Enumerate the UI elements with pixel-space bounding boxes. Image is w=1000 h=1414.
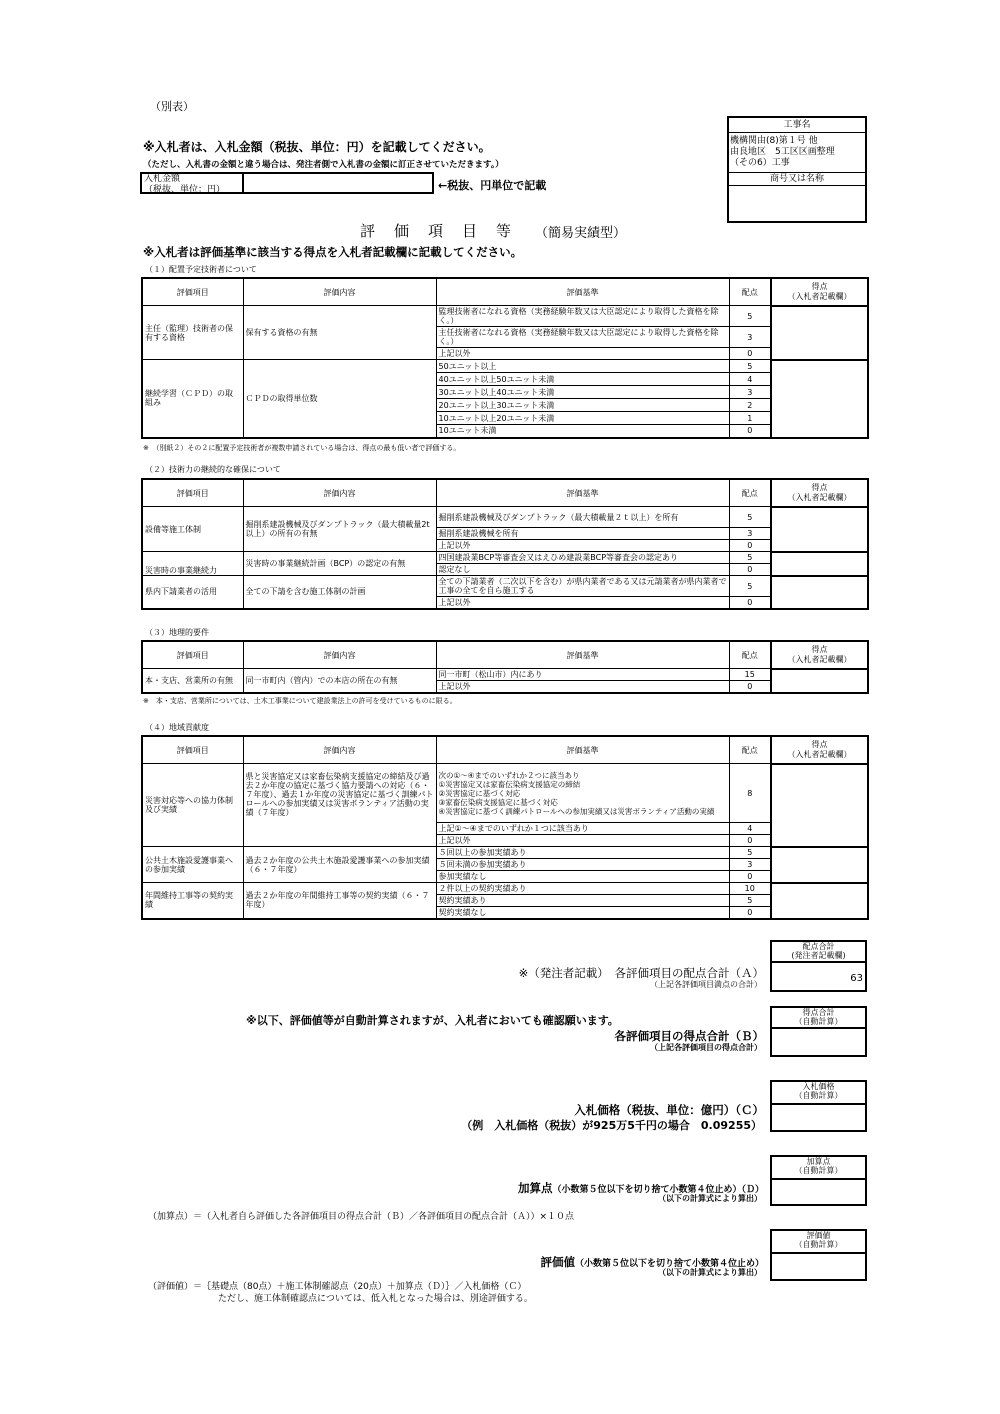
bid-amount-label-2: （税抜、単位：円） [144,185,226,195]
s2-content2: 災害時の事業継続計画（BCP）の認定の有無 [243,552,436,576]
s4-criteria-3-2: 契約実績あり [436,895,729,907]
s4-item3: 年間維持工事等の契約実績 [142,883,243,919]
s4-points-2-2: 3 [729,859,771,871]
s2-criteria-1-1: 掘削系建設機械及びダンプトラック（最大積載量２ｔ以上）を所有 [436,507,729,528]
s4-criteria-1-2: 上記①～④までのいずれか１つに該当あり [436,823,729,835]
eval-formula-1: （評価値）＝｛基礎点（80点）＋施工体制確認点（20点）＋加算点（Ｄ）｝／入札価格（Ｃ） [148,1282,527,1292]
s2-points-2-2: 0 [729,564,771,576]
bid-amount-arrow-note: ←税抜、円単位で記載 [438,179,547,192]
s4-points-3-1: 10 [729,883,771,895]
col-points: 配点 [729,736,771,764]
col-points: 配点 [729,278,771,306]
col-score: 得点 （入札者記載欄） [771,479,868,507]
s1-score2-input[interactable] [771,360,868,438]
col-criteria: 評価基準 [436,641,729,669]
s4-points-3-3: 0 [729,907,771,919]
s1-points-2-4: 2 [729,399,771,412]
col-content: 評価内容 [243,479,436,507]
s1-points-2-1: 5 [729,360,771,373]
total-a-value: 63 [770,961,867,992]
col-item: 評価項目 [142,736,243,764]
s3-points-1-1: 15 [729,669,771,681]
section4-title: （４）地域貢献度 [145,723,209,732]
s2-criteria-3-2: 上記以外 [436,597,729,609]
s1-points-2-3: 3 [729,386,771,399]
auto-calc-notice: ※以下、評価値等が自動計算されますが、入札者においても確認願います。 [246,1014,619,1027]
col-criteria: 評価基準 [436,479,729,507]
s4-item1: 災害対応等への協力体制及び実績 [142,764,243,847]
col-item: 評価項目 [142,479,243,507]
work-name-line-2: 由良地区 5工区区画整理 [730,147,835,157]
s1-criteria-2-3: 30ユニット以上40ユニット未満 [436,386,729,399]
section1-title: （１）配置予定技術者について [145,265,257,274]
col-content: 評価内容 [243,641,436,669]
bonus-formula: （加算点）＝（入札者自ら評価した各評価項目の得点合計（Ｂ）／各評価項目の配点合計（Ａ））×１０点 [148,1212,575,1222]
col-item: 評価項目 [142,641,243,669]
s4-points-2-1: 5 [729,847,771,859]
col-score: 得点 （入札者記載欄） [771,641,868,669]
s2-points-3-2: 0 [729,597,771,609]
eval-box-head: 評価値 （自動計算） [770,1229,867,1253]
s1-criteria-1-3: 上記以外 [436,348,729,360]
instruction: ※入札者は評価基準に該当する得点を入札者記載欄に記載してください。 [143,245,523,259]
annex-label: （別表） [150,100,194,113]
col-score: 得点 （入札者記載欄） [771,736,868,764]
s2-criteria-1-2: 掘削系建設機械を所有 [436,528,729,540]
section4-table [141,735,869,920]
s4-item2: 公共土木施設愛護事業への参加実績 [142,847,243,883]
bonus-label: 加算点 [517,1181,553,1195]
s2-content3: 全ての下請を含む施工体制の計画 [243,576,436,609]
s1-item1: 主任（監理）技術者の保有する資格 [142,306,243,360]
s1-score1-input[interactable] [771,306,868,360]
s2-criteria-2-1: 四国建設業BCP等審査会又はえひめ建設業BCP等審査会の認定あり [436,552,729,564]
s2-score3-input[interactable] [771,576,868,609]
total-a-label: ※（発注者記載） 各評価項目の配点合計（Ａ） [518,966,764,980]
bid-amount-label-box [140,172,244,194]
s1-criteria-1-1: 監理技術者になれる資格（実務経験年数又は大臣認定により取得した資格を除く。） [436,306,729,327]
s2-points-1-3: 0 [729,540,771,552]
s1-content1: 保有する資格の有無 [243,306,436,360]
col-criteria: 評価基準 [436,736,729,764]
s2-points-3-1: 5 [729,576,771,597]
total-b-sub: （上記各評価項目の得点合計） [650,1043,762,1052]
s1-points-2-5: 1 [729,412,771,425]
s4-score2-input[interactable] [771,847,868,883]
s4-criteria-1-3: 上記以外 [436,835,729,847]
s1-points-2-6: 0 [729,425,771,438]
section1-table [141,277,869,439]
s1-points-2-2: 4 [729,373,771,386]
s1-points-1-3: 0 [729,348,771,360]
col-content: 評価内容 [243,736,436,764]
s4-criteria-1-1: 次の①～④までのいずれか２つに該当あり ①災害協定又は家畜伝染病支援協定の締結 ②災害協定に基づく対応 ③家畜伝染病支援協定に基づく対応 ④災害協定に基づく訓練パトロールへの参加実績又は災害ボランティア活動の実績 [436,764,729,823]
s1-criteria-2-4: 20ユニット以上30ユニット未満 [436,399,729,412]
s2-criteria-2-2: 認定なし [436,564,729,576]
bid-price-example: （例 入札価格（税抜）が925万5千円の場合 0.09255） [461,1119,762,1132]
s1-content2: ＣＰＤの取得単位数 [243,360,436,438]
s2-criteria-1-3: 上記以外 [436,540,729,552]
col-points: 配点 [729,641,771,669]
eval-formula-2: ただし、施工体制確認点については、低入札となった場合は、別途評価する。 [218,1294,533,1304]
s3-points-1-2: 0 [729,681,771,693]
s4-points-1-3: 0 [729,835,771,847]
bid-price-value [770,1103,867,1132]
s2-item3: 県内下請業者の活用 [142,576,243,609]
total-b-box-head: 得点合計 （自動計算） [770,1006,867,1028]
s4-points-1-2: 4 [729,823,771,835]
s4-criteria-2-1: ５回以上の参加実績あり [436,847,729,859]
s3-content1: 同一市町内（管内）での本店の所在の有無 [243,669,436,693]
total-b-value [770,1027,867,1057]
s4-content3: 過去２か年度の年間維持工事等の契約実績（６・７年度） [243,883,436,919]
s1-criteria-2-2: 40ユニット以上50ユニット未満 [436,373,729,386]
s1-points-1-2: 3 [729,327,771,348]
company-name-label: 商号又は名称 [769,174,824,184]
total-a-sub: （上記各評価項目満点の合計） [650,980,762,989]
section3-title: （３）地理的要件 [145,628,209,637]
s4-score1-input[interactable] [771,764,868,847]
eval-label: 評価値 [540,1255,575,1269]
s4-content1: 県と災害協定又は家畜伝染病支援協定の締結及び過去２か年度の協定に基づく協力要請への対応（６・７年度）、過去１か年度の災害協定に基づく訓練パトロールへの参加実績又は災害ボランティア活動の実績（７年度） [243,764,436,847]
s4-criteria-3-3: 契約実績なし [436,907,729,919]
s3-criteria-1-2: 上記以外 [436,681,729,693]
bid-amount-label-1: 入札金額 [144,174,181,184]
s4-criteria-2-3: 参加実績なし [436,871,729,883]
s4-points-3-2: 5 [729,895,771,907]
total-a-box-head: 配点合計 (発注者記載欄) [770,940,867,962]
total-b-label: 各評価項目の得点合計（Ｂ） [614,1029,764,1043]
work-name-line-1: 機構関由(8)第１号 他 [730,136,818,146]
s2-criteria-3-1: 全ての下請業者（二次以下を含む）が県内業者である又は元請業者が県内業者で工事の全てを自ら施工する [436,576,729,597]
page-subtitle: （簡易実績型） [535,226,627,241]
s1-criteria-1-2: 主任技術者になれる資格（実務経験年数又は大臣認定により取得した資格を除く。） [436,327,729,348]
s4-score3-input[interactable] [771,883,868,919]
bonus-label-small: （小数第５位以下を切り捨て小数第４位止め）（Ｄ） [552,1185,764,1195]
bid-notice: ※入札者は、入札金額（税抜、単位：円）を記載してください。 [143,140,491,154]
eval-value [770,1252,867,1281]
bonus-box-head: 加算点 （自動計算） [770,1155,867,1179]
s4-points-2-3: 0 [729,871,771,883]
s4-criteria-3-1: ２件以上の契約実績あり [436,883,729,895]
s2-item2: 災害時の事業継続力 [142,552,243,576]
work-name-label: 工事名 [783,120,811,130]
section2-table [141,478,869,610]
company-name-input[interactable] [729,187,865,221]
eval-sub: （以下の計算式により算出） [658,1268,762,1277]
col-score: 得点 （入札者記載欄） [771,278,868,306]
bid-price-box-head: 入札価格 （自動計算） [770,1080,867,1104]
s2-points-2-1: 5 [729,552,771,564]
s1-item2: 継続学習（ＣＰＤ）の取組み [142,360,243,438]
bid-price-label: 入札価格（税抜、単位：億円）（Ｃ） [574,1103,764,1117]
bonus-sub: （以下の計算式により算出） [658,1194,762,1203]
s3-item1: 本・支店、営業所の有無 [142,669,243,693]
s3-score1-input[interactable] [771,669,868,693]
s2-score2-input[interactable] [771,552,868,576]
col-item: 評価項目 [142,278,243,306]
s1-criteria-2-5: 10ユニット以上20ユニット未満 [436,412,729,425]
col-points: 配点 [729,479,771,507]
work-name-line-3: （その6）工事 [730,158,790,168]
eval-label-small: （小数第５位以下を切り捨て小数第４位止め） [574,1259,764,1269]
s3-criteria-1-1: 同一市町（松山市）内にあり [436,669,729,681]
s4-content2: 過去２か年度の公共土木施設愛護事業への参加実績（６・７年度） [243,847,436,883]
s2-points-1-1: 5 [729,507,771,528]
col-criteria: 評価基準 [436,278,729,306]
bonus-value [770,1178,867,1206]
section1-note: ※ （別紙２）その２に配置予定技術者が複数申請されている場合は、得点の最も低い者で評価する。 [143,444,461,452]
bid-note: （ただし、入札書の金額と違う場合は、発注者側で入札書の金額に訂正させていただきます。） [143,160,504,170]
col-content: 評価内容 [243,278,436,306]
s1-criteria-2-6: 10ユニット未満 [436,425,729,438]
s2-points-1-2: 3 [729,528,771,540]
s1-points-1-1: 5 [729,306,771,327]
section2-title: （２）技術力の継続的な確保について [145,465,281,474]
section3-table [141,640,869,694]
s2-content1: 掘削系建設機械及びダンプトラック（最大積載量2t以上）の所有の有無 [243,507,436,552]
section3-note: ※ 本・支店、営業所については、土木工事業について建設業法上の許可を受けているものに限る。 [143,697,457,705]
s2-score1-input[interactable] [771,507,868,552]
page-title: 評 価 項 目 等 [360,222,514,240]
s4-criteria-2-2: ５回未満の参加実績あり [436,859,729,871]
s1-criteria-2-1: 50ユニット以上 [436,360,729,373]
s2-item1: 設備等施工体制 [142,507,243,552]
bid-amount-input[interactable] [242,172,434,194]
s4-points-1-1: 8 [729,764,771,823]
